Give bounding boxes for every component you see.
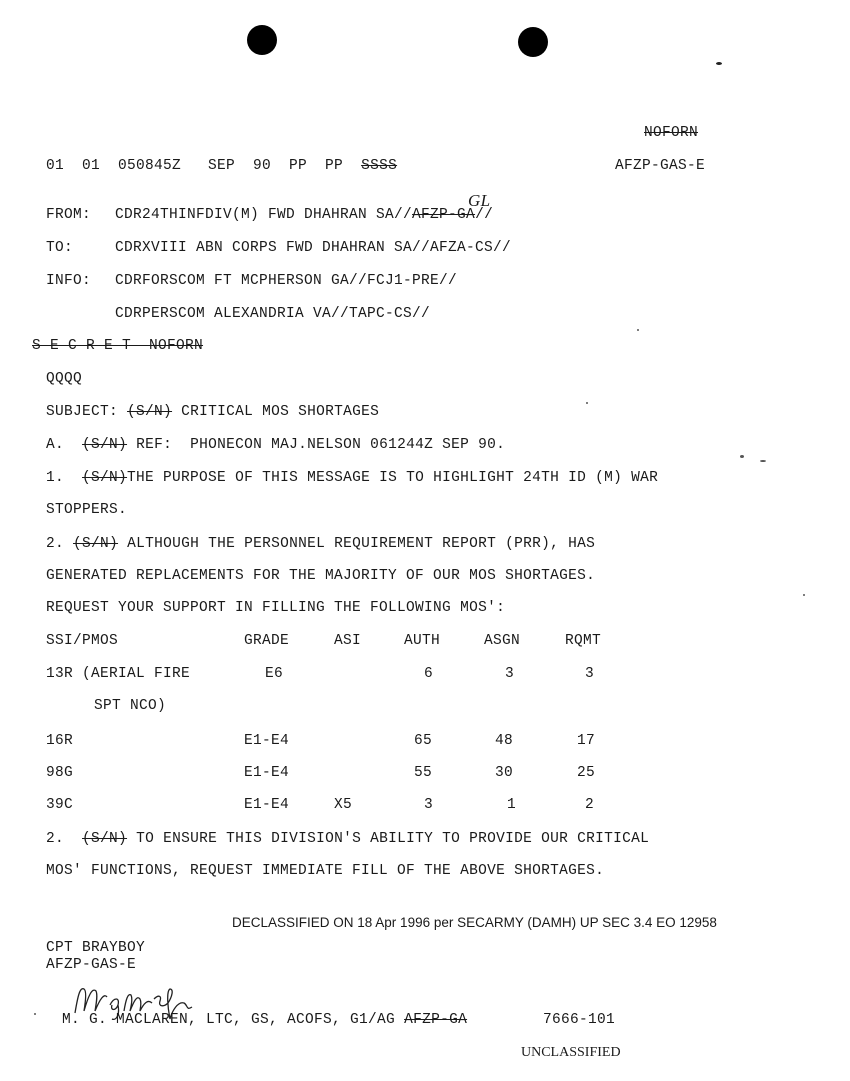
table-cell-grade: E1-E4 <box>244 733 290 749</box>
para-2-line1 <box>46 537 595 552</box>
from-handwritten: GL <box>468 191 491 210</box>
table-cell-auth: 65 <box>414 733 433 749</box>
scan-speck <box>586 402 588 404</box>
para-3-text: TO ENSURE THIS DIVISION'S ABILITY TO PROVIDE OUR CRITICAL <box>136 831 650 847</box>
table-cell-rqmt: 17 <box>577 733 596 749</box>
para-1-struck: (S/N) <box>82 470 128 486</box>
poc-office: AFZP-GAS-E <box>46 957 137 973</box>
signature-number: 7666-101 <box>543 1012 616 1028</box>
table-header-asgn: ASGN <box>484 633 521 649</box>
table-header-ssi: SSI/PMOS <box>46 633 119 649</box>
para-2-num: 2. <box>46 536 65 552</box>
scan-speck <box>716 62 722 65</box>
from-struck: AFZP-GA <box>412 207 476 223</box>
table-cell-auth: 6 <box>424 666 434 682</box>
para-2-struck: (S/N) <box>73 536 119 552</box>
table-header-rqmt: RQMT <box>565 633 602 649</box>
table-cell-asgn: 1 <box>507 797 517 813</box>
scan-speck <box>803 594 805 596</box>
para-3-line1 <box>46 832 649 847</box>
scan-speck <box>740 455 744 458</box>
table-cell-asgn: 48 <box>495 733 514 749</box>
signature-struck: AFZP-GA <box>404 1012 468 1028</box>
subject-label: SUBJECT: <box>46 404 119 420</box>
para-a-struck: (S/N) <box>82 437 128 453</box>
table-row: 39C <box>46 797 74 813</box>
declassified-stamp: DECLASSIFIED ON 18 Apr 1996 per SECARMY (DAMH) UP SEC 3.4 EO 12958 <box>232 915 717 930</box>
para-3-line2: MOS' FUNCTIONS, REQUEST IMMEDIATE FILL OF THE ABOVE SHORTAGES. <box>46 863 605 879</box>
table-row: 98G <box>46 765 74 781</box>
punch-hole-left <box>247 25 277 55</box>
info-value-2: CDRPERSCOM ALEXANDRIA VA//TAPC-CS// <box>115 306 431 322</box>
para-1-num: 1. <box>46 470 65 486</box>
classification-struck: S E C R E T NOFORN <box>32 338 204 354</box>
dtg-line <box>46 159 397 174</box>
table-cell-asgn: 3 <box>505 666 515 682</box>
office-symbol-header: AFZP-GAS-E <box>615 158 706 174</box>
from-value <box>115 208 493 223</box>
table-row: 16R <box>46 733 74 749</box>
table-cell-auth: 55 <box>414 765 433 781</box>
subject-text: CRITICAL MOS SHORTAGES <box>181 404 380 420</box>
para-a-text: REF: PHONECON MAJ.NELSON 061244Z SEP 90. <box>136 437 506 453</box>
para-1-line1 <box>46 471 658 486</box>
subject-line <box>46 405 379 420</box>
poc-name: CPT BRAYBOY <box>46 940 146 956</box>
qqqq: QQQQ <box>46 371 83 387</box>
para-2-line3: REQUEST YOUR SUPPORT IN FILLING THE FOLLOWING MOS': <box>46 600 506 616</box>
para-1-line2: STOPPERS. <box>46 502 128 518</box>
scan-speck <box>760 460 766 462</box>
table-cell-asgn: 30 <box>495 765 514 781</box>
noforn-marking-top: NOFORN <box>644 125 699 141</box>
para-2-line2: GENERATED REPLACEMENTS FOR THE MAJORITY OF OUR MOS SHORTAGES. <box>46 568 596 584</box>
table-row-continuation: SPT NCO) <box>94 698 167 714</box>
table-cell-grade: E1-E4 <box>244 797 290 813</box>
para-1-text: THE PURPOSE OF THIS MESSAGE IS TO HIGHLIGHT 24TH ID (M) WAR <box>127 470 659 486</box>
para-3-struck: (S/N) <box>82 831 128 847</box>
from-address: CDR24THINFDIV(M) FWD DHAHRAN SA// <box>115 207 413 223</box>
table-row: 13R (AERIAL FIRE <box>46 666 191 682</box>
para-a-num: A. <box>46 437 65 453</box>
from-label: FROM: <box>46 207 92 223</box>
para-2-text: ALTHOUGH THE PERSONNEL REQUIREMENT REPORT (PRR), HAS <box>127 536 596 552</box>
table-cell-rqmt: 3 <box>585 666 595 682</box>
dtg-text: 01 01 050845Z SEP 90 PP PP <box>46 158 344 174</box>
signature-block <box>62 1013 467 1028</box>
table-cell-grade: E6 <box>265 666 284 682</box>
signature-text: M. G. MACLAREN, LTC, GS, ACOFS, G1/AG <box>62 1012 405 1028</box>
punch-hole-right <box>518 27 548 57</box>
para-3-num: 2. <box>46 831 65 847</box>
from-end: // <box>475 207 494 223</box>
table-cell-rqmt: 25 <box>577 765 596 781</box>
table-cell-rqmt: 2 <box>585 797 595 813</box>
scan-speck <box>637 329 639 331</box>
dtg-struck: SSSS <box>361 158 398 174</box>
table-cell-auth: 3 <box>424 797 434 813</box>
info-value-1: CDRFORSCOM FT MCPHERSON GA//FCJ1-PRE// <box>115 273 458 289</box>
para-a <box>46 438 505 453</box>
unclassified-marking: UNCLASSIFIED <box>521 1045 621 1060</box>
table-cell-asi: X5 <box>334 797 353 813</box>
scan-speck <box>34 1013 36 1015</box>
to-value: CDRXVIII ABN CORPS FWD DHAHRAN SA//AFZA-CS// <box>115 240 512 256</box>
info-label: INFO: <box>46 273 92 289</box>
table-header-auth: AUTH <box>404 633 441 649</box>
table-cell-grade: E1-E4 <box>244 765 290 781</box>
table-header-grade: GRADE <box>244 633 290 649</box>
subject-struck: (S/N) <box>127 404 173 420</box>
table-header-asi: ASI <box>334 633 362 649</box>
to-label: TO: <box>46 240 74 256</box>
